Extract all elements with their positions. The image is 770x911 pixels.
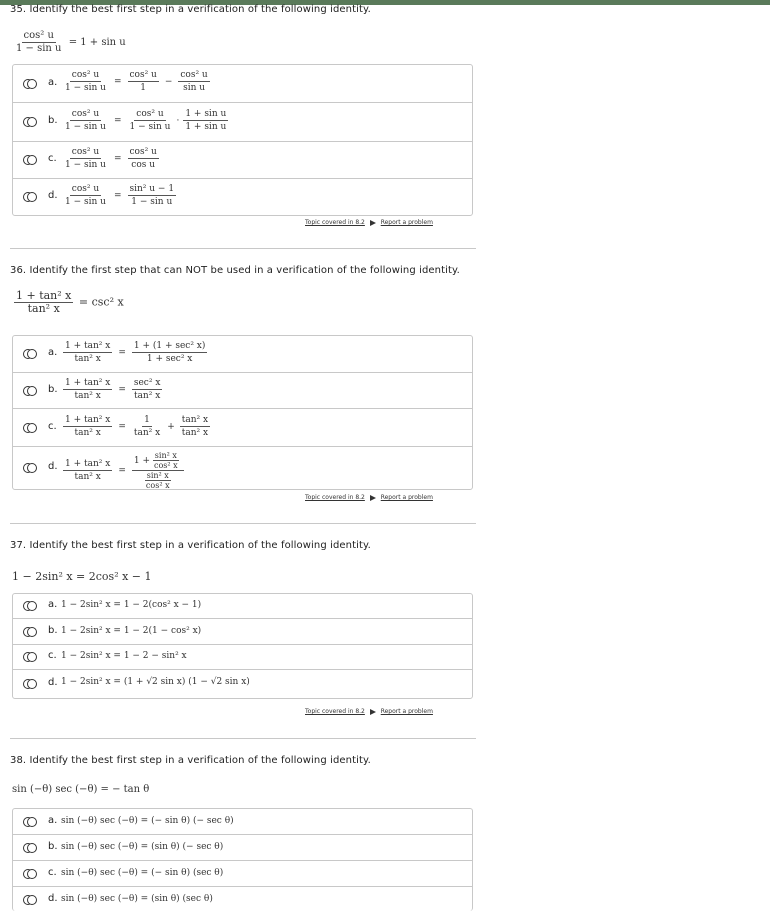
radio-icon[interactable]: [23, 349, 35, 359]
radio-icon[interactable]: [23, 386, 35, 396]
radio-icon[interactable]: [23, 192, 35, 202]
question-38-options: [12, 808, 473, 911]
option-37-c[interactable]: c. 1 − 2sin² x = 1 − 2 − sin² x: [13, 645, 472, 670]
option-37-c-math: 1 − 2sin² x = 1 − 2 − sin² x: [61, 651, 187, 661]
topic-link[interactable]: Topic covered in 8.2: [305, 219, 365, 226]
option-36-a[interactable]: a. $\frac{\text{1 + tan² x}}{\text{tan² x}}$ = $\frac{\text{1 + (1 + sec² x)}}{\text{1 + sec² x}}$: [13, 336, 472, 373]
option-36-d[interactable]: d. $\frac{\text{1 + tan² x}}{\text{tan² x}}$ = 1 + $\frac{\text{sin² x}}{\text{cos² x}}$ $\frac{\text{sin² x}}{\text{cos² x}}$: [13, 447, 472, 489]
question-36-identity: $\frac{\text{1 + tan² x}}{\text{tan² x}}$ = csc² x: [16, 289, 124, 315]
question-37-footer: [305, 708, 433, 715]
divider: [10, 523, 476, 524]
option-35-c-math: $\frac{\text{cos² u}}{\text{1 − sin u}}$ = $\frac{\text{cos² u}}{\text{cos u}}$: [65, 147, 157, 170]
question-35-options: [12, 64, 473, 216]
flag-icon: [370, 220, 376, 226]
radio-icon[interactable]: [23, 869, 35, 879]
option-35-b-math: $\frac{\text{cos² u}}{\text{1 − sin u}}$ = $\frac{\text{cos² u}}{\text{1 − sin u}}$ · $\frac{\text{1 + sin u}}{\text{1 + sin u}}$: [65, 109, 227, 132]
radio-icon[interactable]: [23, 679, 35, 689]
option-36-c-math: $\frac{\text{1 + tan² x}}{\text{tan² x}}$ = $\frac{1}{\text{tan² x}}$ + $\frac{\text{tan² x}}{\text{tan² x}}$: [65, 415, 209, 438]
radio-icon[interactable]: [23, 79, 35, 89]
divider: [10, 738, 476, 739]
option-35-b[interactable]: b. $\frac{\text{cos² u}}{\text{1 − sin u}}$ = $\frac{\text{cos² u}}{\text{1 − sin u}}$ · $\frac{\text{1 + sin u}}{\text{1 + sin u}}$: [13, 103, 472, 142]
option-35-c[interactable]: c. $\frac{\text{cos² u}}{\text{1 − sin u}}$ = $\frac{\text{cos² u}}{\text{cos u}}$: [13, 142, 472, 179]
radio-icon[interactable]: [23, 652, 35, 662]
radio-icon[interactable]: [23, 843, 35, 853]
radio-icon[interactable]: [23, 423, 35, 433]
option-38-a[interactable]: a. sin (−θ) sec (−θ) = (− sin θ) (− sec θ): [13, 809, 472, 835]
radio-icon[interactable]: [23, 627, 35, 637]
report-problem-link[interactable]: Report a problem: [380, 219, 433, 226]
flag-icon: [370, 495, 376, 501]
topic-link[interactable]: Topic covered in 8.2: [305, 494, 365, 501]
option-37-b-math: 1 − 2sin² x = 1 − 2(1 − cos² x): [61, 626, 202, 636]
divider: [10, 248, 476, 249]
option-36-a-math: $\frac{\text{1 + tan² x}}{\text{tan² x}}$ = $\frac{\text{1 + (1 + sec² x)}}{\text{1 + sec² x}}$: [65, 341, 206, 364]
option-36-b[interactable]: b. $\frac{\text{1 + tan² x}}{\text{tan² x}}$ = $\frac{\text{sec² x}}{\text{tan² x}}$: [13, 373, 472, 409]
option-37-d[interactable]: d. 1 − 2sin² x = (1 + √2 sin x) (1 − √2 sin x): [13, 670, 472, 698]
option-36-b-math: $\frac{\text{1 + tan² x}}{\text{tan² x}}$ = $\frac{\text{sec² x}}{\text{tan² x}}$: [65, 378, 161, 401]
option-38-d[interactable]: d. sin (−θ) sec (−θ) = (sin θ) (sec θ): [13, 887, 472, 911]
option-36-c[interactable]: c. $\frac{\text{1 + tan² x}}{\text{tan² x}}$ = $\frac{1}{\text{tan² x}}$ + $\frac{\text{tan² x}}{\text{tan² x}}$: [13, 409, 472, 447]
question-37-identity: 1 − 2sin² x = 2cos² x − 1: [12, 570, 152, 583]
report-problem-link[interactable]: Report a problem: [380, 708, 433, 715]
radio-icon[interactable]: [23, 817, 35, 827]
question-38-identity: sin (−θ) sec (−θ) = − tan θ: [12, 784, 150, 795]
option-37-d-math: 1 − 2sin² x = (1 + √2 sin x) (1 − √2 sin x): [61, 677, 250, 687]
radio-icon[interactable]: [23, 117, 35, 127]
option-35-a[interactable]: a. $\frac{\text{cos² u}}{\text{1 − sin u}}$ = $\frac{\text{cos² u}}{1}$ − $\frac{\text{cos² u}}{\text{sin u}}$: [13, 65, 472, 103]
question-37-title: 37. Identify the best first step in a verification of the following identity.: [10, 540, 371, 551]
question-38-title: 38. Identify the best first step in a verification of the following identity.: [10, 755, 371, 766]
option-35-a-math: $\frac{\text{cos² u}}{\text{1 − sin u}}$ = $\frac{\text{cos² u}}{1}$ − $\frac{\text{cos² u}}{\text{sin u}}$: [65, 70, 208, 93]
option-37-b[interactable]: b. 1 − 2sin² x = 1 − 2(1 − cos² x): [13, 619, 472, 645]
topic-link[interactable]: Topic covered in 8.2: [305, 708, 365, 715]
option-38-c-math: sin (−θ) sec (−θ) = (− sin θ) (sec θ): [61, 868, 224, 878]
option-35-d-math: $\frac{\text{cos² u}}{\text{1 − sin u}}$ = $\frac{\text{sin² u − 1}}{\text{1 − sin u}}$: [65, 184, 175, 207]
option-35-d[interactable]: d. $\frac{\text{cos² u}}{\text{1 − sin u}}$ = $\frac{\text{sin² u − 1}}{\text{1 − sin u}}$: [13, 179, 472, 215]
option-38-b-math: sin (−θ) sec (−θ) = (sin θ) (− sec θ): [61, 842, 224, 852]
option-38-a-math: sin (−θ) sec (−θ) = (− sin θ) (− sec θ): [61, 816, 234, 826]
radio-icon[interactable]: [23, 155, 35, 165]
radio-icon[interactable]: [23, 601, 35, 611]
option-38-c[interactable]: c. sin (−θ) sec (−θ) = (− sin θ) (sec θ): [13, 861, 472, 887]
question-35-footer: [305, 219, 433, 226]
radio-icon[interactable]: [23, 895, 35, 905]
report-problem-link[interactable]: Report a problem: [380, 494, 433, 501]
option-36-d-math: $\frac{\text{1 + tan² x}}{\text{tan² x}}$ = 1 + $\frac{\text{sin² x}}{\text{cos² x}}$ $\frac{\text{sin² x}}{\text{cos² x}}$: [61, 451, 186, 490]
question-36-title: 36. Identify the first step that can NOT be used in a verification of the following identity.: [10, 265, 460, 276]
question-36-options: [12, 335, 473, 490]
question-35-identity: $\frac{\text{cos² u}}{\text{1 − sin u}}$ = 1 + sin u: [16, 30, 126, 54]
question-36-footer: [305, 494, 433, 501]
option-37-a[interactable]: a. 1 − 2sin² x = 1 − 2(cos² x − 1): [13, 594, 472, 619]
option-38-b[interactable]: b. sin (−θ) sec (−θ) = (sin θ) (− sec θ): [13, 835, 472, 861]
flag-icon: [370, 709, 376, 715]
question-35-title: 35. Identify the best first step in a verification of the following identity.: [10, 4, 371, 15]
option-37-a-math: 1 − 2sin² x = 1 − 2(cos² x − 1): [61, 600, 202, 610]
radio-icon[interactable]: [23, 463, 35, 473]
option-38-d-math: sin (−θ) sec (−θ) = (sin θ) (sec θ): [61, 894, 213, 904]
question-37-options: [12, 593, 473, 699]
